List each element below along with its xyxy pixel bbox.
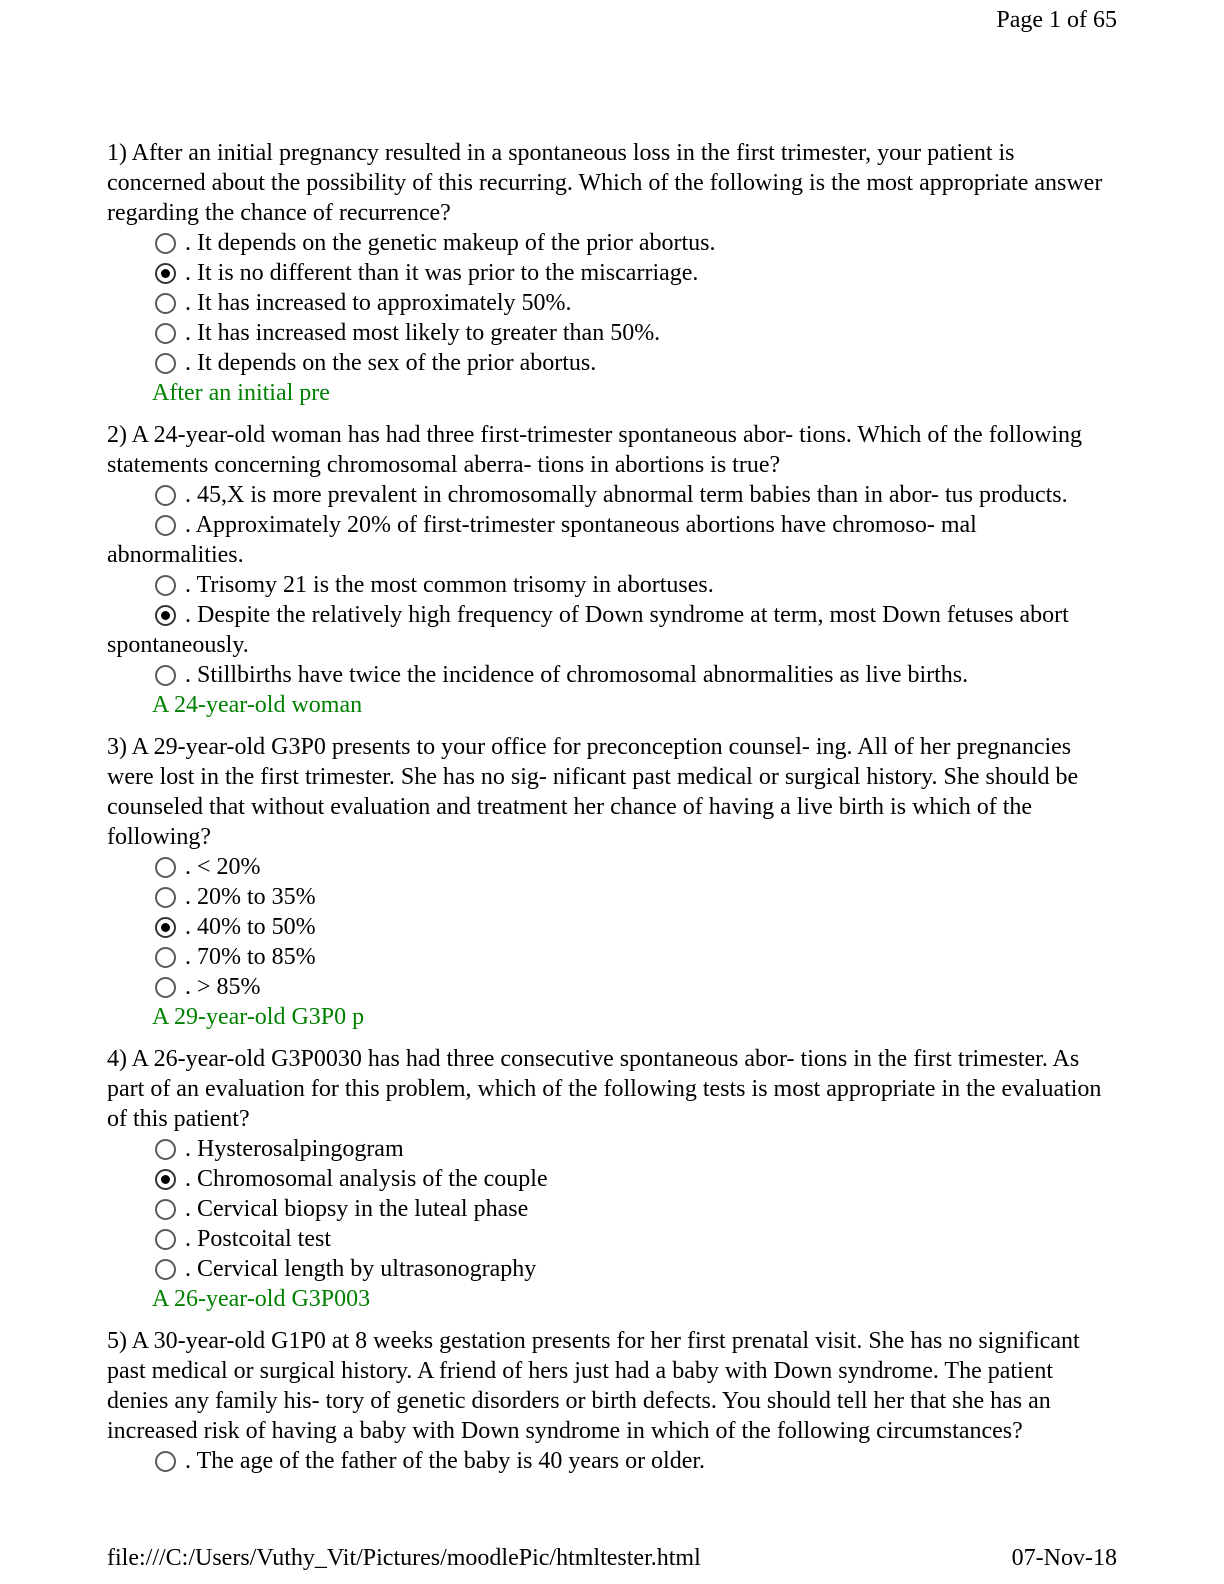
- answer-note: A 29-year-old G3P0 p: [152, 1004, 365, 1030]
- option-label: . Cervical biopsy in the luteal phase: [185, 1196, 529, 1222]
- option-label: . Stillbirths have twice the incidence of chromosomal abnormalities as live births.: [185, 662, 969, 688]
- answer-option: [107, 288, 1117, 318]
- option-label: . Approximately 20% of first-trimester spontaneous abortions have chromoso- mal abnormalities.: [107, 512, 977, 568]
- radio-button[interactable]: [155, 323, 176, 344]
- option-label: . < 20%: [185, 854, 261, 880]
- radio-button[interactable]: [155, 1451, 176, 1472]
- radio-button[interactable]: [155, 887, 176, 908]
- radio-button[interactable]: [155, 233, 176, 254]
- answer-option: [107, 480, 1117, 510]
- answer-option: [107, 972, 1117, 1002]
- answer-option: [107, 1164, 1117, 1194]
- answer-option: [107, 660, 1117, 690]
- page-number: Page 1 of 65: [996, 7, 1117, 33]
- answer-note: A 26-year-old G3P003: [152, 1286, 371, 1312]
- radio-button[interactable]: [155, 947, 176, 968]
- answer-option: [107, 852, 1117, 882]
- option-label: . It depends on the sex of the prior abortus.: [185, 350, 597, 376]
- option-label: . Despite the relatively high frequency of Down syndrome at term, most Down fetuses abort spontaneously.: [107, 602, 1069, 658]
- radio-button[interactable]: [155, 1229, 176, 1250]
- radio-button[interactable]: [155, 1139, 176, 1160]
- answer-option: [107, 348, 1117, 378]
- question-text: 2) A 24-year-old woman has had three first-trimester spontaneous abor- tions. Which of the following statements concerning chromosomal aberra- tions in abortions is true?: [107, 422, 1083, 478]
- question-4: [107, 1044, 1117, 1314]
- radio-button[interactable]: [155, 917, 176, 938]
- question-text: 5) A 30-year-old G1P0 at 8 weeks gestation presents for her first prenatal visit. She has no significant past medical or surgical history. A friend of hers just had a baby with Down syndrome. The patient denies any family his- tory of genetic disorders or birth defects. You should tell her that she has an increased risk of having a baby with Down syndrome in which of the following circumstances?: [107, 1328, 1080, 1444]
- answer-note: After an initial pre: [152, 380, 330, 406]
- answer-option: [107, 882, 1117, 912]
- option-label: . Hysterosalpingogram: [185, 1136, 404, 1162]
- answer-option: [107, 1194, 1117, 1224]
- answer-option: [107, 912, 1117, 942]
- answer-option: [107, 1134, 1117, 1164]
- answer-option: [107, 258, 1117, 288]
- print-date: 07-Nov-18: [1011, 1545, 1117, 1571]
- radio-button[interactable]: [155, 1169, 176, 1190]
- answer-option: [107, 510, 1117, 570]
- option-label: . Cervical length by ultrasonography: [185, 1256, 537, 1282]
- answer-option: [107, 1224, 1117, 1254]
- option-label: . 40% to 50%: [185, 914, 316, 940]
- answer-option: [107, 570, 1117, 600]
- radio-button[interactable]: [155, 1199, 176, 1220]
- file-path: file:///C:/Users/Vuthy_Vit/Pictures/moodlePic/htmltester.html: [107, 1545, 701, 1571]
- option-label: . It depends on the genetic makeup of the prior abortus.: [185, 230, 716, 256]
- radio-button[interactable]: [155, 605, 176, 626]
- option-label: . Chromosomal analysis of the couple: [185, 1166, 548, 1192]
- answer-option: [107, 942, 1117, 972]
- radio-button[interactable]: [155, 665, 176, 686]
- question-3: [107, 732, 1117, 1032]
- answer-option: [107, 600, 1117, 660]
- answer-option: [107, 228, 1117, 258]
- option-label: . 45,X is more prevalent in chromosomally abnormal term babies than in abor- tus products.: [185, 482, 1068, 508]
- question-text: 1) After an initial pregnancy resulted in a spontaneous loss in the first trimester, your patient is concerned about the possibility of this recurring. Which of the following is the most appropriate answer regarding the chance of recurrence?: [107, 140, 1103, 226]
- answer-option: [107, 318, 1117, 348]
- question-5: [107, 1326, 1117, 1476]
- quiz-content: [107, 138, 1117, 1488]
- radio-button[interactable]: [155, 1259, 176, 1280]
- option-label: . Postcoital test: [185, 1226, 331, 1252]
- radio-button[interactable]: [155, 977, 176, 998]
- option-label: . It is no different than it was prior to the miscarriage.: [185, 260, 699, 286]
- radio-button[interactable]: [155, 485, 176, 506]
- radio-button[interactable]: [155, 353, 176, 374]
- question-text: 4) A 26-year-old G3P0030 has had three consecutive spontaneous abor- tions in the first trimester. As part of an evaluation for this problem, which of the following tests is most appropriate in the evaluation of this patient?: [107, 1046, 1102, 1132]
- radio-button[interactable]: [155, 515, 176, 536]
- answer-option: [107, 1446, 1117, 1476]
- question-text: 3) A 29-year-old G3P0 presents to your office for preconception counsel- ing. All of her pregnancies were lost in the first trimester. She has no sig- nificant past medical or surgical history. She should be counseled that without evaluation and treatment her chance of having a live birth is which of the following?: [107, 734, 1079, 850]
- option-label: . The age of the father of the baby is 40 years or older.: [185, 1448, 706, 1474]
- option-label: . It has increased most likely to greater than 50%.: [185, 320, 661, 346]
- option-label: . Trisomy 21 is the most common trisomy in abortuses.: [185, 572, 714, 598]
- answer-option: [107, 1254, 1117, 1284]
- option-label: . It has increased to approximately 50%.: [185, 290, 572, 316]
- radio-button[interactable]: [155, 263, 176, 284]
- question-2: [107, 420, 1117, 720]
- option-label: . 70% to 85%: [185, 944, 316, 970]
- radio-button[interactable]: [155, 575, 176, 596]
- page-footer: [107, 1543, 1117, 1573]
- question-1: [107, 138, 1117, 408]
- radio-button[interactable]: [155, 857, 176, 878]
- radio-button[interactable]: [155, 293, 176, 314]
- option-label: . 20% to 35%: [185, 884, 316, 910]
- answer-note: A 24-year-old woman: [152, 692, 363, 718]
- option-label: . > 85%: [185, 974, 261, 1000]
